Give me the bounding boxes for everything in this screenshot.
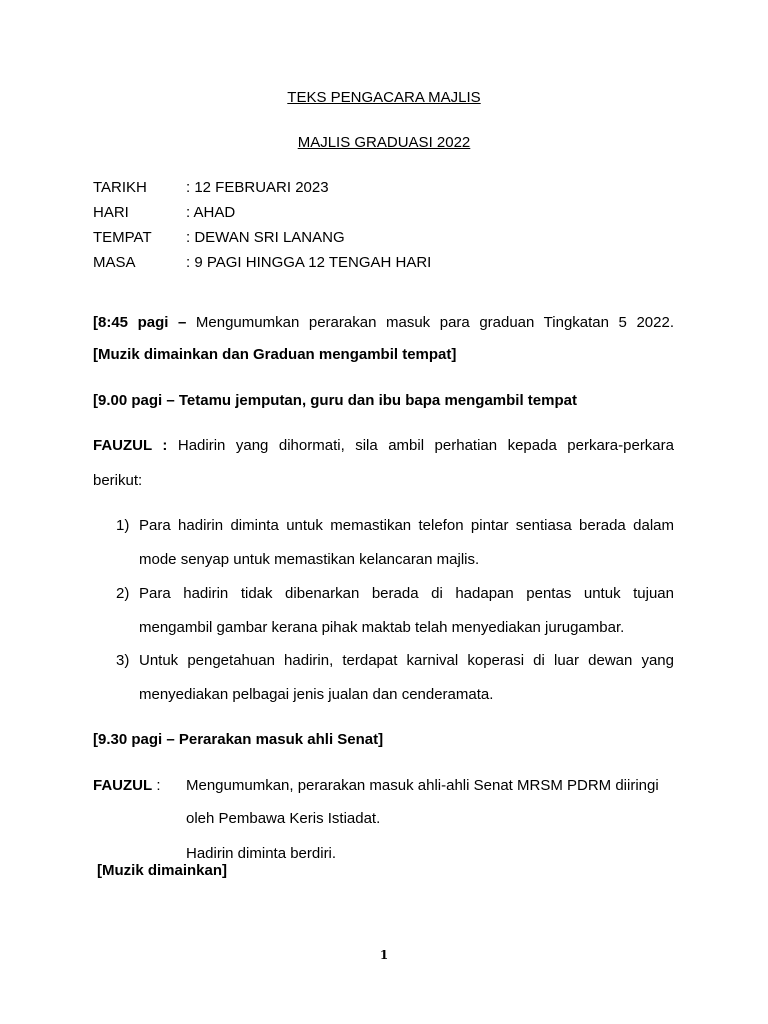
- detail-label-tarikh: TARIKH: [93, 179, 147, 196]
- cue-845-text: Mengumumkan perarakan masuk para graduan Tingkatan 5 2022.: [186, 314, 674, 331]
- cue-900: [9.00 pagi – Tetamu jemputan, guru dan ibu bapa mengambil tempat: [93, 392, 577, 409]
- cue-845-time: [8:45 pagi –: [93, 314, 187, 331]
- speech-line: Hadirin yang dihormati, sila ambil perhatian kepada perkara-perkara: [167, 437, 674, 454]
- detail-label-tempat: TEMPAT: [93, 229, 152, 246]
- list-item-line: mode senyap untuk memastikan kelancaran majlis.: [139, 551, 480, 568]
- speech-line: Mengumumkan, perarakan masuk ahli-ahli Senat MRSM PDRM diiringi: [186, 777, 659, 794]
- speaker-colon: :: [152, 777, 161, 794]
- cue-845: [93, 314, 674, 331]
- list-item-line: Para hadirin tidak dibenarkan berada di hadapan pentas untuk tujuan: [139, 585, 674, 602]
- document-title: TEKS PENGACARA MAJLIS: [287, 89, 481, 106]
- list-item-line: menyediakan pelbagai jenis jualan dan cenderamata.: [139, 686, 494, 703]
- page-number: 1: [379, 948, 389, 962]
- list-item-number: 3): [116, 652, 130, 669]
- speaker-label: FAUZUL: [93, 777, 153, 794]
- document-subtitle: MAJLIS GRADUASI 2022: [297, 134, 471, 151]
- speaker-label: FAUZUL :: [93, 437, 168, 454]
- speech-line: berikut:: [93, 472, 143, 489]
- detail-value-masa: : 9 PAGI HINGGA 12 TENGAH HARI: [186, 254, 432, 271]
- speech-fauzul-1: [93, 437, 674, 454]
- list-item-line: Para hadirin diminta untuk memastikan telefon pintar sentiasa berada dalam: [139, 517, 674, 534]
- detail-value-tarikh: : 12 FEBRUARI 2023: [186, 179, 329, 196]
- detail-value-tempat: : DEWAN SRI LANANG: [186, 229, 345, 246]
- detail-label-masa: MASA: [93, 254, 136, 271]
- list-item-line: mengambil gambar kerana pihak maktab telah menyediakan jurugambar.: [139, 619, 625, 636]
- speech-fauzul-2-speaker: [93, 777, 161, 794]
- speech-line: oleh Pembawa Keris Istiadat.: [186, 810, 381, 827]
- detail-label-hari: HARI: [93, 204, 129, 221]
- cue-845-music: [Muzik dimainkan dan Graduan mengambil tempat]: [93, 346, 457, 363]
- list-item-line: Untuk pengetahuan hadirin, terdapat karnival koperasi di luar dewan yang: [139, 652, 674, 669]
- list-item-number: 1): [116, 517, 130, 534]
- detail-value-hari: : AHAD: [186, 204, 236, 221]
- list-item-number: 2): [116, 585, 130, 602]
- speech-line: Hadirin diminta berdiri.: [186, 845, 337, 862]
- cue-930: [9.30 pagi – Perarakan masuk ahli Senat]: [93, 731, 384, 748]
- cue-music-end: [Muzik dimainkan]: [97, 862, 228, 879]
